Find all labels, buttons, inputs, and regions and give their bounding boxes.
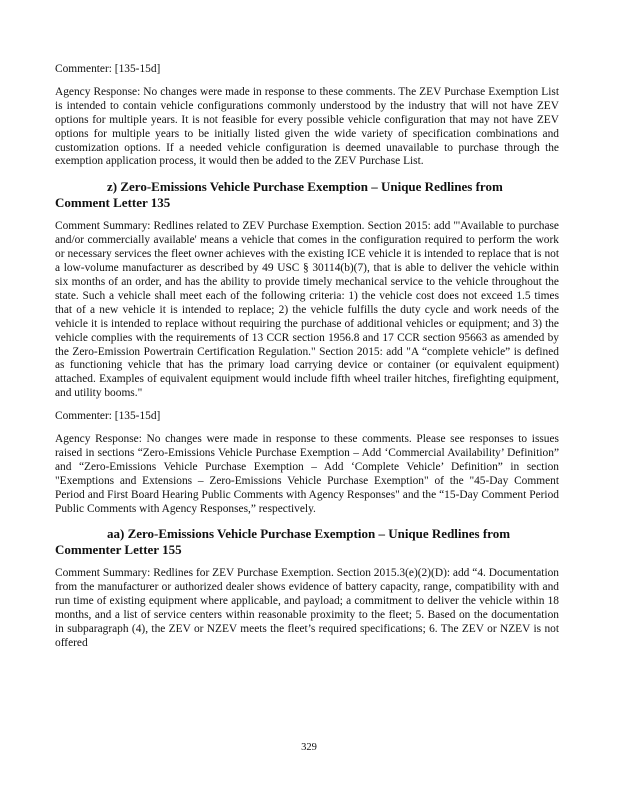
section-heading-z <box>55 179 559 210</box>
section-heading-z-text: z) Zero-Emissions Vehicle Purchase Exemption – Unique Redlines from Comment Letter 135 <box>55 179 503 210</box>
comment-summary-1: Comment Summary: Redlines related to ZEV Purchase Exemption. Section 2015: add "'Available to purchase and/or commercially available' means a vehicle that comes in the configuration required to perform the work or necessary services the fleet owner achieves with the existing ICE vehicle it is intended to replace that is not a low-volume manufacturer as described by 49 USC § 30114(b)(7), that is able to deliver the vehicle within six months of an order, and has the ability to provide timely mechanical service to the vehicle throughout the state. Such a vehicle shall meet each of the following criteria: 1) the vehicle cost does not exceed 1.5 times that of a new vehicle it is intended to replace; 2) the vehicle fulfills the duty cycle and work needs of the vehicle it is intended to replace without requiring the purchase of additional vehicles or equipment; and 3) the vehicle complies with the requirements of 13 CCR section 1956.8 and 17 CCR section 95663 as amended by the Zero-Emission Powertrain Certification Regulation." Section 2015: add "A “complete vehicle” is defined as functioning vehicle that has the primary load carrying device or container (or equivalent equipment) attached. Examples of equivalent equipment would include fifth wheel trailer hitches, firefighting equipment, and utility booms." <box>55 220 559 400</box>
commenter-label-2: Commenter: [135-15d] <box>55 410 161 423</box>
page-content <box>55 63 559 651</box>
page-number: 329 <box>301 742 317 753</box>
agency-response-2: Agency Response: No changes were made in response to these comments. Please see responses to issues raised in sections “Zero-Emissions Vehicle Purchase Exemption – Add ‘Commercial Availability’ Definition” and “Zero-Emissions Vehicle Purchase Exemption – Add ‘Complete Vehicle’ Definition” in section "Exemptions and Extensions – Zero-Emissions Vehicle Purchase Exemption" of the "45-Day Comment Period and First Board Hearing Public Comments with Agency Responses" and the “15-Day Comment Period Public Comments with Agency Responses,” respectively. <box>55 433 559 515</box>
comment-summary-2: Comment Summary: Redlines for ZEV Purchase Exemption. Section 2015.3(e)(2)(D): add “4. Documentation from the manufacturer or authorized dealer shows evidence of battery capacity, range, compatibility with and run time of existing equipment where applicable, and payload; a commitment to deliver the vehicle within 18 months, and a list of service centers within reasonable proximity to the fleet; 5. Based on the documentation in subparagraph (4), the ZEV or NZEV meets the fleet’s required specifications; 6. The ZEV or NZEV is not offered <box>55 567 559 649</box>
section-heading-aa-text: aa) Zero-Emissions Vehicle Purchase Exemption – Unique Redlines from Commenter Letter 155 <box>55 526 511 557</box>
agency-response-1: Agency Response: No changes were made in response to these comments. The ZEV Purchase Exemption List is intended to contain vehicle configurations commonly understood by the industry that will not have ZEV options for multiple years. It is not feasible for every possible vehicle configuration that may not have ZEV options for multiple years to be initially listed given the wide variety of specification combinations and customization options. If a needed vehicle configuration is deemed unavailable to purchase through the exemption application process, it would then be added to the ZEV Purchase List. <box>55 85 559 168</box>
commenter-label-1: Commenter: [135-15d] <box>55 63 161 75</box>
section-heading-aa <box>55 526 559 557</box>
